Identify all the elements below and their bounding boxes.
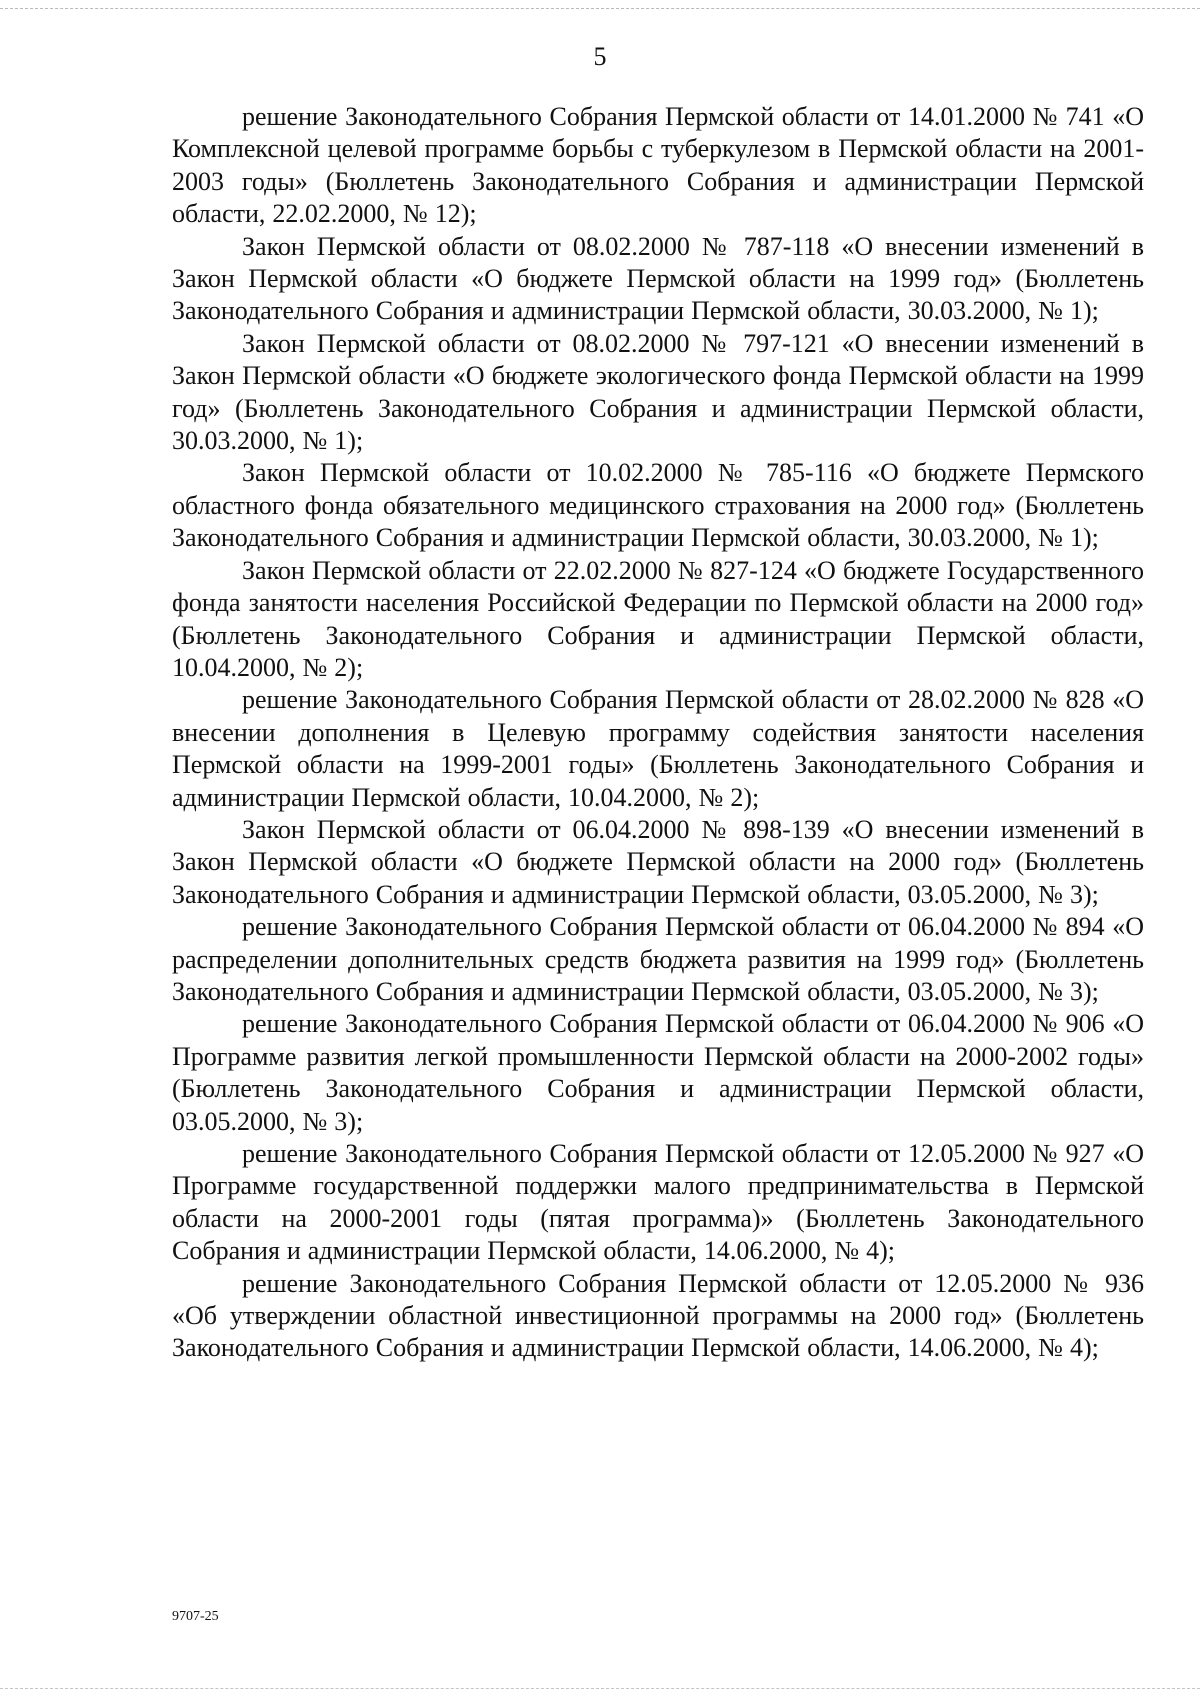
scan-edge-top: [0, 8, 1200, 9]
page-number: 5: [593, 42, 607, 71]
document-body: [172, 101, 1144, 1365]
paragraph-11: решение Законодательного Собрания Пермской области от 12.05.2000 № 936 «Об утверждении областной инвестиционной программы на 2000 год» (Бюллетень Законодательного Собрания и администрации Пермской области, 14.06.2000, № 4);: [172, 1268, 1144, 1363]
paragraph-4: Закон Пермской области от 10.02.2000 № 785-116 «О бюджете Пермского областного фонда обязательного медицинского страхования на 2000 год» (Бюллетень Законодательного Собрания и администрации Пермской области, 30.03.2000, № 1);: [172, 458, 1144, 553]
scan-edge-bottom: [0, 1688, 1200, 1689]
paragraph-6: решение Законодательного Собрания Пермской области от 28.02.2000 № 828 «О внесении дополнения в Целевую программу содействия занятости населения Пермской области на 1999-2001 годы» (Бюллетень Законодательного Собрания и администрации Пермской области, 10.04.2000, № 2);: [172, 685, 1144, 812]
paragraph-2: Закон Пермской области от 08.02.2000 № 787-118 «О внесении изменений в Закон Пермской области «О бюджете Пермской области на 1999 год» (Бюллетень Законодательного Собрания и администрации Пермской области, 30.03.2000, № 1);: [172, 231, 1144, 326]
paragraph-7: Закон Пермской области от 06.04.2000 № 898-139 «О внесении изменений в Закон Пермской области «О бюджете Пермской области на 2000 год» (Бюллетень Законодательного Собрания и администрации Пермской области, 03.05.2000, № 3);: [172, 814, 1144, 909]
document-code: 9707-25: [172, 1609, 219, 1624]
paragraph-9: решение Законодательного Собрания Пермской области от 06.04.2000 № 906 «О Программе развития легкой промышленности Пермской области на 2000-2002 годы» (Бюллетень Законодательного Собрания и администрации Пермской области, 03.05.2000, № 3);: [172, 1009, 1144, 1136]
paragraph-10: решение Законодательного Собрания Пермской области от 12.05.2000 № 927 «О Программе государственной поддержки малого предпринимательства в Пермской области на 2000-2001 годы (пятая программа)» (Бюллетень Законодательного Собрания и администрации Пермской области, 14.06.2000, № 4);: [172, 1139, 1144, 1266]
paragraph-1: решение Законодательного Собрания Пермской области от 14.01.2000 № 741 «О Комплексной целевой программе борьбы с туберкулезом в Пермской области на 2001-2003 годы» (Бюллетень Законодательного Собрания и администрации Пермской области, 22.02.2000, № 12);: [172, 102, 1144, 229]
paragraph-8: решение Законодательного Собрания Пермской области от 06.04.2000 № 894 «О распределении дополнительных средств бюджета развития на 1999 год» (Бюллетень Законодательного Собрания и администрации Пермской области, 03.05.2000, № 3);: [172, 912, 1144, 1006]
paragraph-3: Закон Пермской области от 08.02.2000 № 797-121 «О внесении изменений в Закон Пермской области «О бюджете экологического фонда Пермской области на 1999 год» (Бюллетень Законодательного Собрания и администрации Пермской области, 30.03.2000, № 1);: [172, 328, 1144, 456]
paragraph-5: Закон Пермской области от 22.02.2000 № 827-124 «О бюджете Государственного фонда занятости населения Российской Федерации по Пермской области на 2000 год» (Бюллетень Законодательного Собрания и администрации Пермской области, 10.04.2000, № 2);: [172, 555, 1144, 682]
